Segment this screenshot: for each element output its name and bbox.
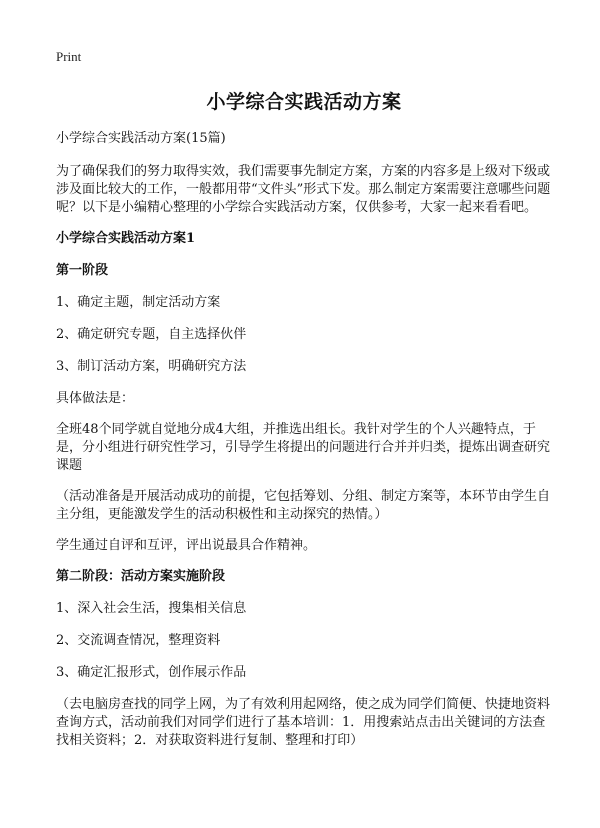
method-paragraph: 全班48个同学就自觉地分成4大组，并推选出组长。我针对学生的个人兴趣特点，于是，分小组进行研究性学习，引导学生将提出的问题进行合并并归类，提炼出调查研究课题 — [56, 422, 551, 473]
list-item: 2、交流调查情况，整理资料 — [56, 633, 221, 648]
document-subtitle: 小学综合实践活动方案(15篇) — [56, 131, 226, 146]
intro-paragraph: 为了确保我们的努力取得实效，我们需要事先制定方案，方案的内容多是上级对下级或涉及面比较大的工作，一般都用带“文件头”形式下发。那么制定方案需要注意哪些问题呢？以下是小编精心整理的小学综合实践活动方案，仅供参考，大家一起来看看吧。 — [56, 164, 551, 215]
section-heading: 小学综合实践活动方案1 — [56, 231, 196, 246]
list-item: 1、确定主题，制定活动方案 — [56, 295, 221, 310]
evaluation-paragraph: 学生通过自评和互评，评出说最具合作精神。 — [56, 538, 317, 553]
list-item: 3、确定汇报形式，创作展示作品 — [56, 665, 247, 680]
document-page — [56, 46, 552, 763]
stage1-heading: 第一阶段 — [56, 263, 109, 278]
list-item: 1、深入社会生活，搜集相关信息 — [56, 601, 247, 616]
method-label: 具体做法是： — [56, 391, 135, 406]
print-link[interactable]: Print — [56, 49, 82, 64]
note-paragraph: （去电脑房查找的同学上网，为了有效利用起网络，使之成为同学们简便、快捷地资料查询方式，活动前我们对同学们进行了基本培训：1．用搜索站点击出关键词的方法查找相关资料；2．对获取资料进行复制、整理和打印） — [56, 697, 551, 748]
note-paragraph: （活动准备是开展活动成功的前提，它包括筹划、分组、制定方案等，本环节由学生自主分组，更能激发学生的活动积极性和主动探究的热情。） — [56, 489, 551, 522]
list-item: 2、确定研究专题，自主选择伙伴 — [56, 327, 247, 342]
page-title: 小学综合实践活动方案 — [206, 91, 402, 113]
list-item: 3、制订活动方案，明确研究方法 — [56, 359, 247, 374]
stage2-heading: 第二阶段：活动方案实施阶段 — [56, 569, 226, 584]
